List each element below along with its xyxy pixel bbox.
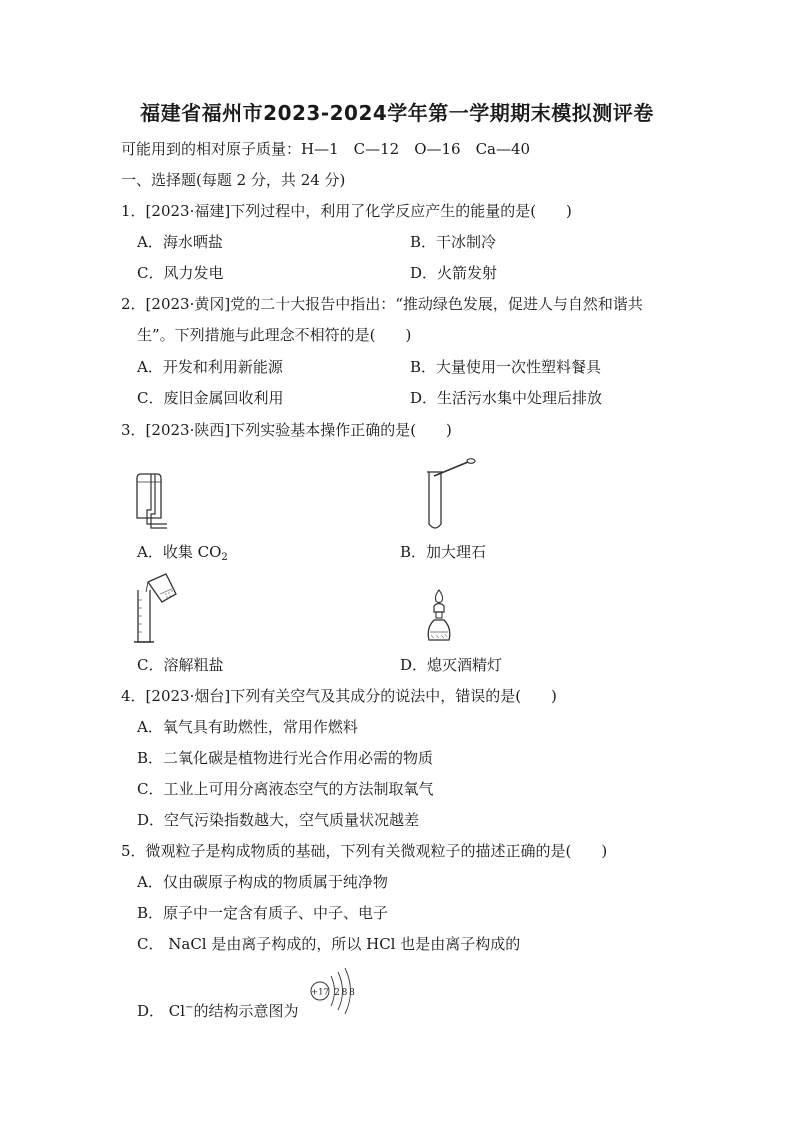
q5-option-b[interactable]: B．原子中一定含有质子、中子、电子 xyxy=(137,904,389,922)
q3-option-a-subscript: 2 xyxy=(221,552,228,563)
q1-stem: 1．[2023·福建]下列过程中，利用了化学反应产生的能量的是( ) xyxy=(121,202,572,220)
q1-option-c[interactable]: C．风力发电 xyxy=(137,264,224,282)
q1-option-b[interactable]: B．干冰制冷 xyxy=(410,233,497,251)
section-heading: 一、选择题(每题 2 分，共 24 分) xyxy=(121,171,346,189)
q4-stem: 4．[2023·烟台]下列有关空气及其成分的说法中，错误的是( ) xyxy=(121,687,557,705)
q2-stem-line1: 2．[2023·黄冈]党的二十大报告中指出：“推动绿色发展，促进人与自然和谐共 xyxy=(121,295,643,313)
q5-option-d-label: D． Cl xyxy=(137,1002,186,1020)
q3-option-b[interactable]: B．加大理石 xyxy=(400,543,487,561)
q3-option-d[interactable]: D．熄灭酒精灯 xyxy=(400,656,503,674)
q4-option-d[interactable]: D．空气污染指数越大，空气质量状况越差 xyxy=(137,811,420,829)
q2-stem-line2: 生”。下列措施与此理念不相符的是( ) xyxy=(137,326,412,344)
dissolve-salt-figure xyxy=(130,572,182,648)
alcohol-lamp-figure xyxy=(424,588,454,646)
q4-option-a[interactable]: A．氧气具有助燃性，常用作燃料 xyxy=(137,718,358,736)
q4-option-b[interactable]: B．二氧化碳是植物进行光合作用必需的物质 xyxy=(137,749,434,767)
q3-stem: 3．[2023·陕西]下列实验基本操作正确的是( ) xyxy=(121,421,452,439)
q2-option-c[interactable]: C．废旧金属回收利用 xyxy=(137,389,284,407)
q1-option-a[interactable]: A．海水晒盐 xyxy=(137,233,223,251)
q4-option-c[interactable]: C．工业上可用分离液态空气的方法制取氧气 xyxy=(137,780,434,798)
q5-option-d-suffix: 的结构示意图为 xyxy=(193,1002,299,1020)
shell-3-count: 8 xyxy=(349,988,355,998)
nucleus-charge: +17 xyxy=(311,987,329,998)
q3-option-a[interactable] xyxy=(137,542,228,568)
q2-option-b[interactable]: B．大量使用一次性塑料餐具 xyxy=(410,358,602,376)
shell-1-count: 2 xyxy=(334,988,340,998)
shell-2-count: 8 xyxy=(341,988,348,998)
q1-option-d[interactable]: D．火箭发射 xyxy=(410,264,498,282)
q2-option-a[interactable]: A．开发和利用新能源 xyxy=(137,358,283,376)
q2-option-d[interactable]: D．生活污水集中处理后排放 xyxy=(410,389,603,407)
add-marble-figure xyxy=(420,458,480,534)
q5-option-a[interactable]: A．仅由碳原子构成的物质属于纯净物 xyxy=(137,873,388,891)
exam-title: 福建省福州市2023-2024学年第一学期期末模拟测评卷 xyxy=(140,101,654,125)
collect-co2-figure xyxy=(133,470,173,532)
q5-option-c[interactable]: C． NaCl 是由离子构成的，所以 HCl 也是由离子构成的 xyxy=(137,935,521,953)
q5-stem: 5．微观粒子是构成物质的基础，下列有关微观粒子的描述正确的是( ) xyxy=(121,842,608,860)
q5-option-d-superscript: − xyxy=(185,1002,194,1013)
chloride-ion-structure-diagram xyxy=(308,966,364,1016)
q3-option-c[interactable]: C．溶解粗盐 xyxy=(137,656,224,674)
atomic-mass-line: 可能用到的相对原子质量：H—1 C—12 O—16 Ca—40 xyxy=(121,140,531,158)
q5-option-d[interactable] xyxy=(137,998,298,1021)
q3-option-a-label: A．收集 CO xyxy=(137,543,222,561)
